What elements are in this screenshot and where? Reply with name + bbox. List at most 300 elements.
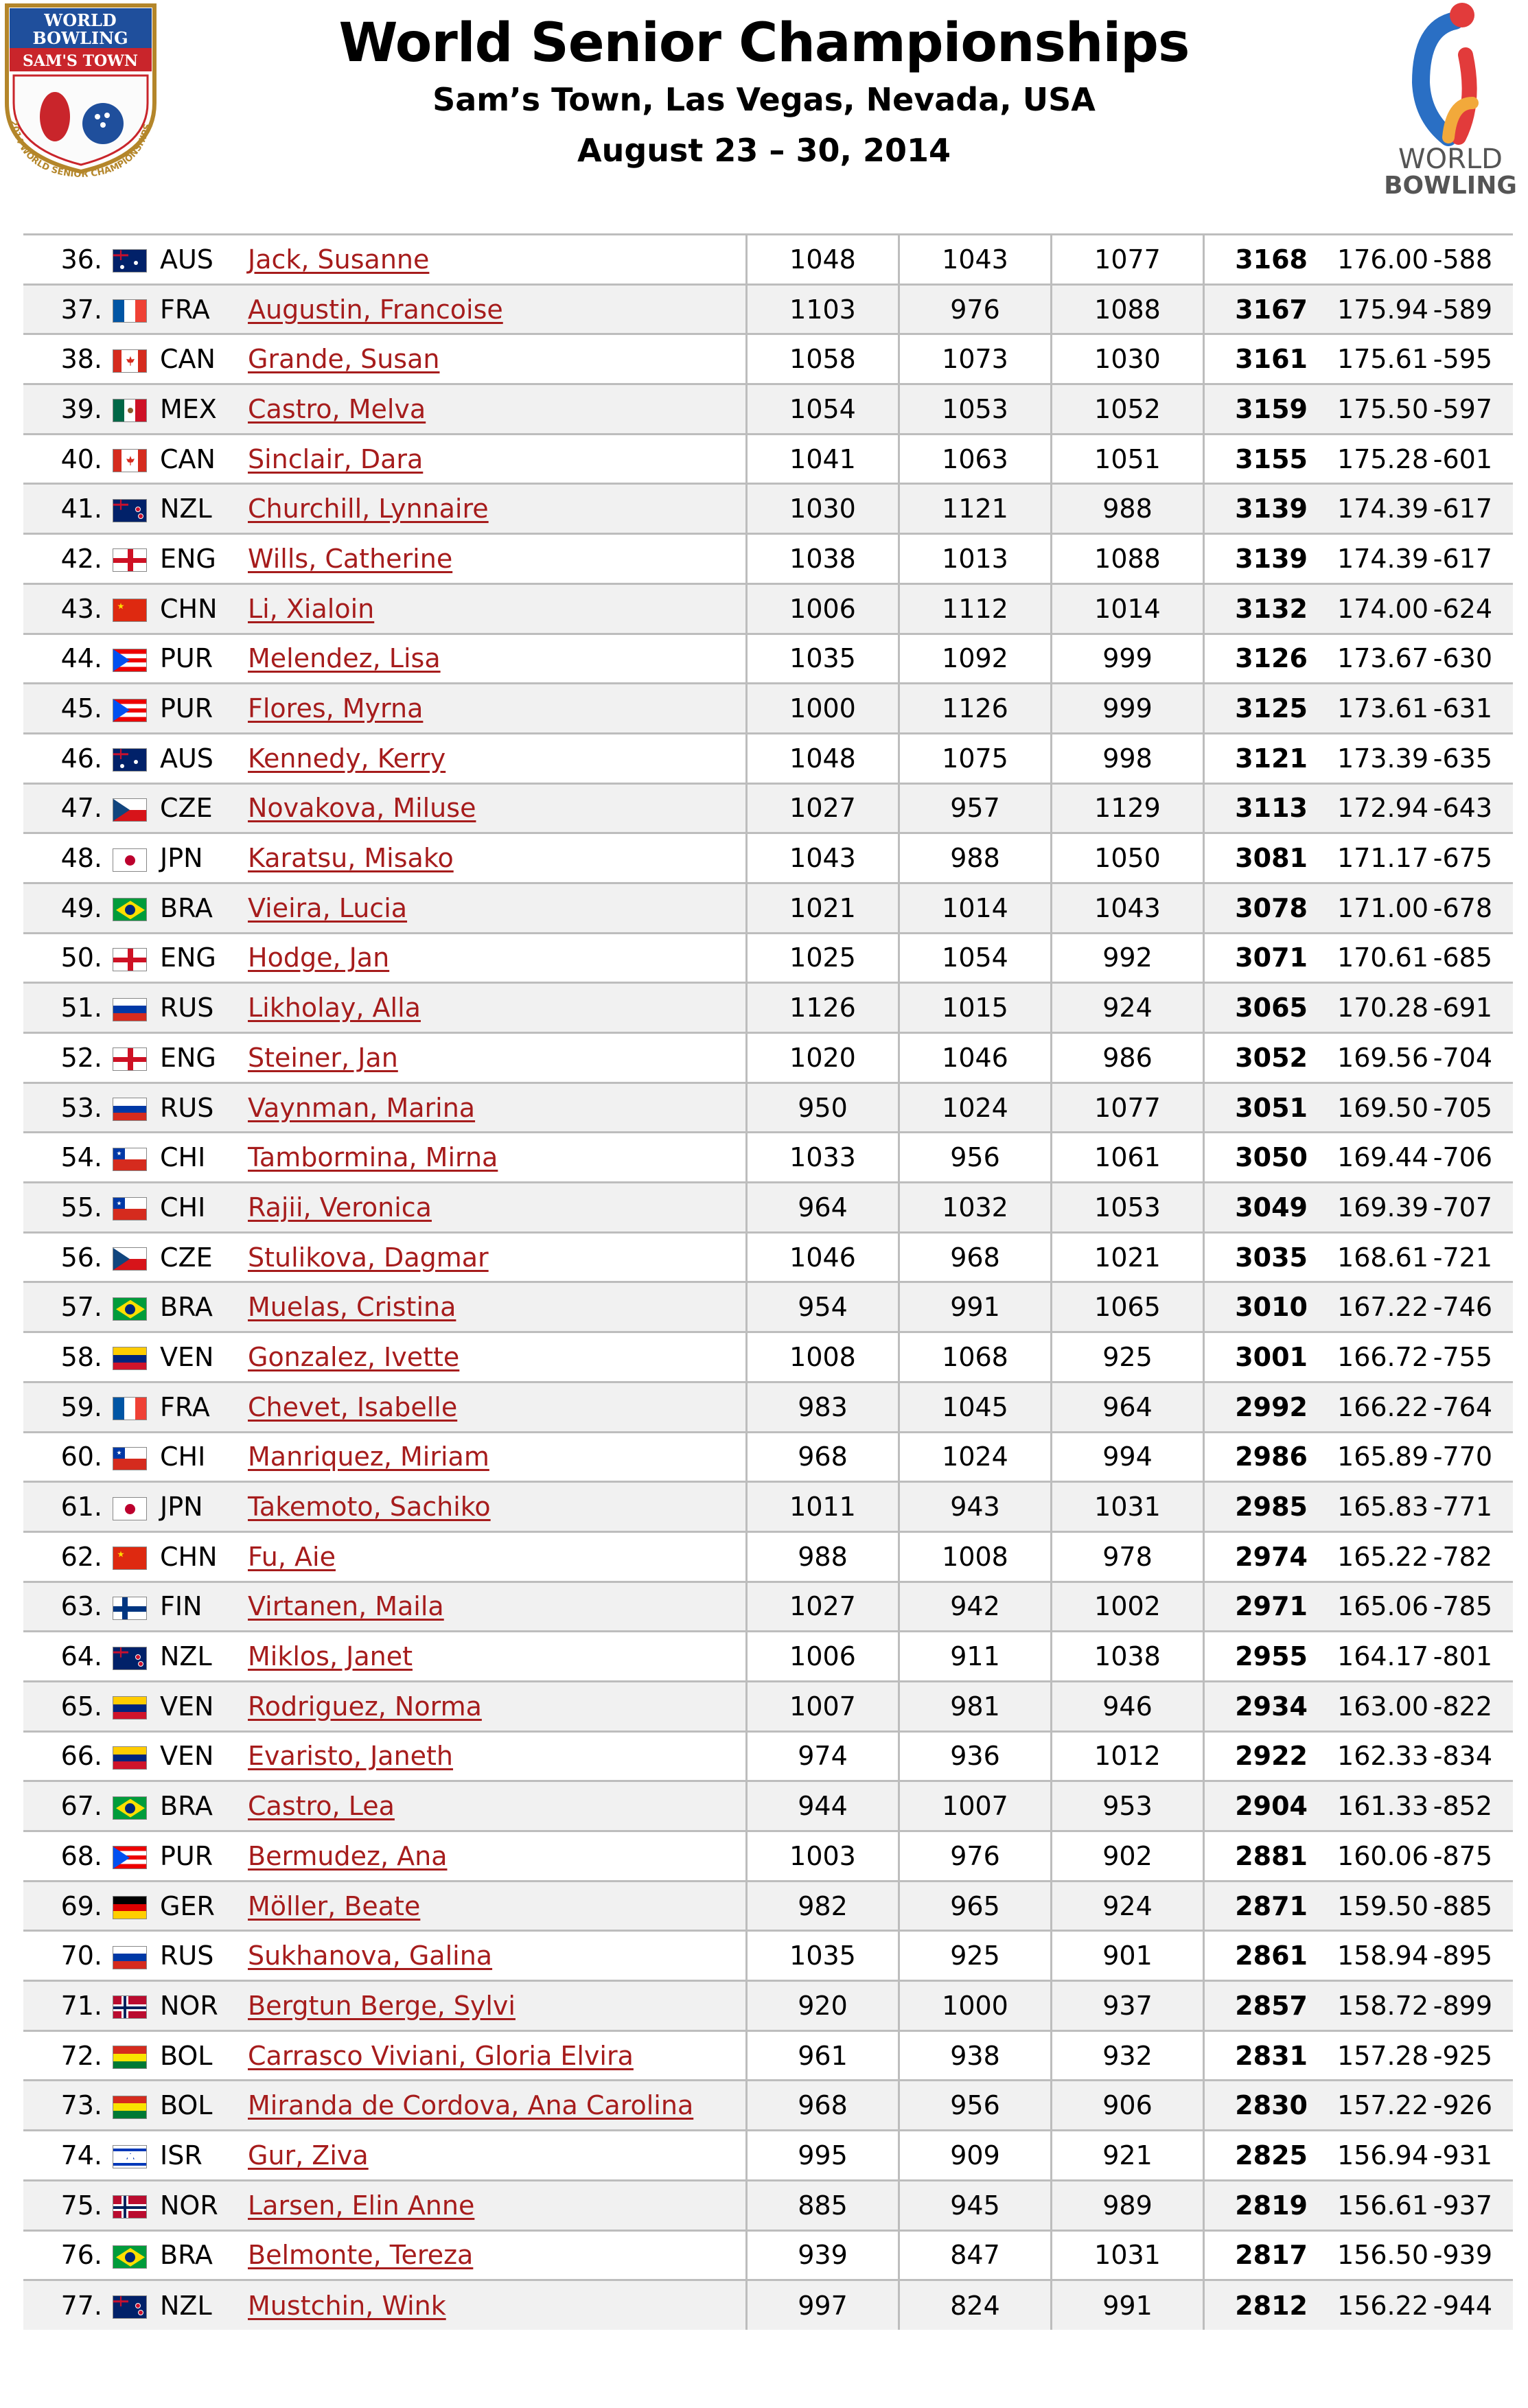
game-block-2: 1043 <box>899 235 1052 285</box>
total-score: 3065 <box>1204 983 1312 1033</box>
player-name-link[interactable]: Miklos, Janet <box>248 1641 413 1672</box>
rus-flag-icon <box>113 1098 147 1121</box>
player-name-link[interactable]: Wills, Catherine <box>248 543 453 574</box>
game-block-2: 976 <box>899 284 1052 334</box>
rank-value: 46. <box>60 743 102 774</box>
player-name-link[interactable]: Sukhanova, Galina <box>248 1941 493 1971</box>
player-name-cell <box>242 334 747 384</box>
total-score: 2881 <box>1204 1831 1312 1882</box>
player-name-link[interactable]: Bergtun Berge, Sylvi <box>248 1990 516 2021</box>
nzl-flag-icon <box>113 499 147 522</box>
average-score: 169.56 <box>1312 1033 1428 1083</box>
country-code: CHI <box>157 1432 242 1482</box>
difference-score: -678 <box>1428 883 1513 933</box>
player-name-cell <box>242 235 747 285</box>
flag-cell <box>102 1831 157 1882</box>
country-code: NOR <box>157 2180 242 2230</box>
game-block-3: 999 <box>1052 634 1204 684</box>
game-block-3: 932 <box>1052 2030 1204 2081</box>
game-block-2: 1024 <box>899 1432 1052 1482</box>
rank-value: 52. <box>60 1042 102 1073</box>
player-name-cell <box>242 1681 747 1731</box>
flag-cell <box>102 583 157 634</box>
average-score: 161.33 <box>1312 1781 1428 1831</box>
game-block-1: 1048 <box>747 235 899 285</box>
player-name-link[interactable]: Castro, Lea <box>248 1791 395 1822</box>
player-name-cell <box>242 684 747 734</box>
difference-score: -771 <box>1428 1482 1513 1532</box>
chi-flag-icon <box>113 1197 147 1220</box>
ger-flag-icon <box>113 1896 147 1919</box>
player-name-link[interactable]: Castro, Melva <box>248 393 426 424</box>
game-block-2: 1015 <box>899 983 1052 1033</box>
game-block-1: 988 <box>747 1531 899 1582</box>
player-name-cell <box>242 1981 747 2031</box>
flag-cell <box>102 434 157 484</box>
player-name-cell <box>242 783 747 833</box>
rank-value: 58. <box>60 1341 102 1372</box>
average-score: 156.50 <box>1312 2230 1428 2280</box>
flag-cell <box>102 1881 157 1931</box>
total-score: 3132 <box>1204 583 1312 634</box>
average-score: 176.00 <box>1312 235 1428 285</box>
difference-score: -755 <box>1428 1332 1513 1382</box>
flag-cell <box>102 1582 157 1632</box>
rank-value: 45. <box>60 693 102 724</box>
player-name-cell <box>242 1382 747 1432</box>
table-row <box>23 733 1513 783</box>
table-row <box>23 2131 1513 2181</box>
aus-flag-icon <box>113 748 147 772</box>
rank-value: 71. <box>60 1990 102 2021</box>
pur-flag-icon <box>113 699 147 722</box>
average-score: 170.61 <box>1312 933 1428 983</box>
player-name-link[interactable]: Melendez, Lisa <box>248 643 441 674</box>
total-score: 3078 <box>1204 883 1312 933</box>
average-score: 168.61 <box>1312 1232 1428 1282</box>
rank-cell <box>23 484 102 534</box>
rank-cell <box>23 983 102 1033</box>
rank-cell <box>23 1183 102 1233</box>
game-block-1: 1027 <box>747 783 899 833</box>
game-block-1: 954 <box>747 1282 899 1332</box>
player-name-link[interactable]: Stulikova, Dagmar <box>248 1242 489 1273</box>
country-code: PUR <box>157 634 242 684</box>
player-name-link[interactable]: Vieira, Lucia <box>248 892 408 923</box>
rank-value: 73. <box>60 2090 102 2121</box>
total-score: 3155 <box>1204 434 1312 484</box>
game-block-2: 956 <box>899 1133 1052 1183</box>
game-block-3: 994 <box>1052 1432 1204 1482</box>
flag-cell <box>102 883 157 933</box>
rank-cell <box>23 1232 102 1282</box>
player-name-cell <box>242 634 747 684</box>
chi-flag-icon <box>113 1447 147 1470</box>
rank-value: 64. <box>60 1641 102 1672</box>
table-row <box>23 983 1513 1033</box>
flag-cell <box>102 1133 157 1183</box>
game-block-2: 1000 <box>899 1981 1052 2031</box>
rank-value: 48. <box>60 843 102 874</box>
fra-flag-icon <box>113 299 147 323</box>
game-block-1: 1033 <box>747 1133 899 1183</box>
average-score: 165.22 <box>1312 1531 1428 1582</box>
table-row <box>23 1133 1513 1183</box>
game-block-2: 991 <box>899 1282 1052 1332</box>
average-score: 156.61 <box>1312 2180 1428 2230</box>
table-row <box>23 1781 1513 1831</box>
player-name-link[interactable]: Flores, Myrna <box>248 693 424 724</box>
player-name-link[interactable]: Carrasco Viviani, Gloria Elvira <box>248 2040 634 2071</box>
player-name-link[interactable]: Steiner, Jan <box>248 1042 398 1073</box>
rank-value: 37. <box>60 294 102 325</box>
player-name-link[interactable]: Takemoto, Sachiko <box>248 1492 491 1523</box>
game-block-2: 1014 <box>899 883 1052 933</box>
logo-left-line-1: WORLD <box>44 10 117 30</box>
table-row <box>23 1033 1513 1083</box>
player-name-cell <box>242 1582 747 1632</box>
player-name-link[interactable]: Grande, Susan <box>248 344 440 375</box>
player-name-cell <box>242 733 747 783</box>
flag-cell <box>102 2030 157 2081</box>
player-name-cell <box>242 1831 747 1882</box>
player-name-link[interactable]: Larsen, Elin Anne <box>248 2190 475 2221</box>
average-score: 158.94 <box>1312 1931 1428 1981</box>
player-name-cell <box>242 1282 747 1332</box>
table-row <box>23 1582 1513 1632</box>
difference-score: -597 <box>1428 384 1513 435</box>
average-score: 173.39 <box>1312 733 1428 783</box>
game-block-1: 995 <box>747 2131 899 2181</box>
flag-cell <box>102 2280 157 2330</box>
player-name-cell <box>242 983 747 1033</box>
country-code: FIN <box>157 1582 242 1632</box>
flag-cell <box>102 1981 157 2031</box>
average-score: 158.72 <box>1312 1981 1428 2031</box>
page-title: World Senior Championships <box>338 12 1190 74</box>
average-score: 174.00 <box>1312 583 1428 634</box>
total-score: 3071 <box>1204 933 1312 983</box>
difference-score: -746 <box>1428 1282 1513 1332</box>
bol-flag-icon <box>113 2046 147 2069</box>
total-score: 2922 <box>1204 1731 1312 1781</box>
game-block-1: 1046 <box>747 1232 899 1282</box>
player-name-link[interactable]: Fu, Aie <box>248 1541 336 1572</box>
country-code: BOL <box>157 2030 242 2081</box>
table-row <box>23 2030 1513 2081</box>
country-code: ENG <box>157 1033 242 1083</box>
player-name-link[interactable]: Kennedy, Kerry <box>248 743 446 774</box>
game-block-2: 1013 <box>899 534 1052 584</box>
player-name-link[interactable]: Likholay, Alla <box>248 993 421 1023</box>
rank-value: 77. <box>60 2290 102 2321</box>
table-row <box>23 534 1513 584</box>
bra-flag-icon <box>113 2245 147 2269</box>
player-name-link[interactable]: Muelas, Cristina <box>248 1292 456 1323</box>
world-bowling-logo <box>1373 0 1528 199</box>
average-score: 174.39 <box>1312 484 1428 534</box>
game-block-3: 978 <box>1052 1531 1204 1582</box>
total-score: 2861 <box>1204 1931 1312 1981</box>
total-score: 2934 <box>1204 1681 1312 1731</box>
rank-cell <box>23 1981 102 2031</box>
game-block-2: 943 <box>899 1482 1052 1532</box>
game-block-2: 1126 <box>899 684 1052 734</box>
rank-cell <box>23 2131 102 2181</box>
rank-value: 55. <box>60 1192 102 1223</box>
nzl-flag-icon <box>113 1647 147 1670</box>
rank-cell <box>23 235 102 285</box>
game-block-2: 824 <box>899 2280 1052 2330</box>
rank-value: 76. <box>60 2240 102 2271</box>
game-block-3: 925 <box>1052 1332 1204 1382</box>
rank-cell <box>23 1482 102 1532</box>
fra-flag-icon <box>113 1397 147 1420</box>
player-name-cell <box>242 384 747 435</box>
player-name-link[interactable]: Belmonte, Tereza <box>248 2240 474 2271</box>
game-block-3: 946 <box>1052 1681 1204 1731</box>
page-header <box>0 0 1528 233</box>
total-score: 3001 <box>1204 1332 1312 1382</box>
event-venue: Sam’s Town, Las Vegas, Nevada, USA <box>432 81 1096 118</box>
game-block-3: 906 <box>1052 2081 1204 2131</box>
game-block-1: 997 <box>747 2280 899 2330</box>
player-name-link[interactable]: Chevet, Isabelle <box>248 1391 458 1422</box>
player-name-cell <box>242 1531 747 1582</box>
table-row <box>23 883 1513 933</box>
player-name-link[interactable]: Augustin, Francoise <box>248 294 503 325</box>
game-block-2: 1054 <box>899 933 1052 983</box>
difference-score: -895 <box>1428 1931 1513 1981</box>
jpn-flag-icon <box>113 1497 147 1520</box>
total-score: 2819 <box>1204 2180 1312 2230</box>
game-block-2: 1068 <box>899 1332 1052 1382</box>
game-block-3: 1021 <box>1052 1232 1204 1282</box>
average-score: 170.28 <box>1312 983 1428 1033</box>
difference-score: -899 <box>1428 1981 1513 2031</box>
game-block-2: 1032 <box>899 1183 1052 1233</box>
logo-right-line-1: WORLD <box>1398 143 1503 175</box>
table-row <box>23 1981 1513 2031</box>
nor-flag-icon <box>113 1995 147 2019</box>
rank-cell <box>23 833 102 883</box>
player-name-link[interactable]: Tambormina, Mirna <box>248 1142 498 1173</box>
player-name-cell <box>242 2081 747 2131</box>
game-block-3: 924 <box>1052 1881 1204 1931</box>
difference-score: -685 <box>1428 933 1513 983</box>
player-name-link[interactable]: Jack, Susanne <box>248 244 430 275</box>
rank-cell <box>23 583 102 634</box>
game-block-3: 1031 <box>1052 1482 1204 1532</box>
rank-cell <box>23 1083 102 1133</box>
difference-score: -704 <box>1428 1033 1513 1083</box>
flag-cell <box>102 1681 157 1731</box>
game-block-3: 1061 <box>1052 1133 1204 1183</box>
player-name-link[interactable]: Li, Xialoin <box>248 593 375 624</box>
game-block-2: 1121 <box>899 484 1052 534</box>
player-name-link[interactable]: Karatsu, Misako <box>248 843 454 874</box>
player-name-link[interactable]: Miranda de Cordova, Ana Carolina <box>248 2090 694 2121</box>
difference-score: -822 <box>1428 1681 1513 1731</box>
country-code: CHN <box>157 1531 242 1582</box>
player-name-link[interactable]: Bermudez, Ana <box>248 1840 448 1871</box>
ven-flag-icon <box>113 1746 147 1770</box>
flag-cell <box>102 484 157 534</box>
total-score: 3050 <box>1204 1133 1312 1183</box>
player-name-link[interactable]: Rodriguez, Norma <box>248 1691 482 1722</box>
table-row <box>23 1632 1513 1682</box>
logo-left-line-2: BOWLING <box>32 28 128 48</box>
country-code: AUS <box>157 733 242 783</box>
flag-cell <box>102 1781 157 1831</box>
game-block-1: 1030 <box>747 484 899 534</box>
average-score: 174.39 <box>1312 534 1428 584</box>
average-score: 157.22 <box>1312 2081 1428 2131</box>
country-code: BOL <box>157 2081 242 2131</box>
event-dates: August 23 – 30, 2014 <box>577 132 951 169</box>
country-code: CAN <box>157 334 242 384</box>
total-score: 3052 <box>1204 1033 1312 1083</box>
game-block-1: 1103 <box>747 284 899 334</box>
average-score: 166.72 <box>1312 1332 1428 1382</box>
player-name-link[interactable]: Virtanen, Maila <box>248 1591 444 1622</box>
player-name-cell <box>242 1632 747 1682</box>
total-score: 2817 <box>1204 2230 1312 2280</box>
country-code: CHI <box>157 1183 242 1233</box>
average-score: 173.61 <box>1312 684 1428 734</box>
rank-value: 72. <box>60 2040 102 2071</box>
total-score: 3139 <box>1204 534 1312 584</box>
difference-score: -764 <box>1428 1382 1513 1432</box>
difference-score: -601 <box>1428 434 1513 484</box>
average-score: 156.22 <box>1312 2280 1428 2330</box>
total-score: 2955 <box>1204 1632 1312 1682</box>
game-block-2: 1053 <box>899 384 1052 435</box>
player-name-cell <box>242 2180 747 2230</box>
rank-value: 44. <box>60 643 102 674</box>
player-name-cell <box>242 1731 747 1781</box>
total-score: 3049 <box>1204 1183 1312 1233</box>
game-block-1: 950 <box>747 1083 899 1133</box>
flag-cell <box>102 1183 157 1233</box>
country-code: JPN <box>157 1482 242 1532</box>
bra-flag-icon <box>113 1297 147 1321</box>
player-name-link[interactable]: Vaynman, Marina <box>248 1092 476 1123</box>
game-block-1: 1025 <box>747 933 899 983</box>
country-code: FRA <box>157 1382 242 1432</box>
flag-cell <box>102 284 157 334</box>
difference-score: -801 <box>1428 1632 1513 1682</box>
difference-score: -885 <box>1428 1881 1513 1931</box>
flag-cell <box>102 2081 157 2131</box>
table-row <box>23 284 1513 334</box>
table-row <box>23 1881 1513 1931</box>
rank-cell <box>23 1432 102 1482</box>
rank-cell <box>23 1531 102 1582</box>
player-name-link[interactable]: Manriquez, Miriam <box>248 1442 489 1472</box>
country-code: ISR <box>157 2131 242 2181</box>
game-block-2: 956 <box>899 2081 1052 2131</box>
rank-value: 53. <box>60 1092 102 1123</box>
table-row <box>23 933 1513 983</box>
flag-cell <box>102 1083 157 1133</box>
country-code: CZE <box>157 783 242 833</box>
flag-cell <box>102 1432 157 1482</box>
flag-cell <box>102 1232 157 1282</box>
difference-score: -691 <box>1428 983 1513 1033</box>
game-block-1: 1003 <box>747 1831 899 1882</box>
average-score: 164.17 <box>1312 1632 1428 1682</box>
average-score: 157.28 <box>1312 2030 1428 2081</box>
bra-flag-icon <box>113 898 147 921</box>
game-block-3: 953 <box>1052 1781 1204 1831</box>
country-code: CZE <box>157 1232 242 1282</box>
total-score: 2904 <box>1204 1781 1312 1831</box>
game-block-2: 976 <box>899 1831 1052 1882</box>
country-code: BRA <box>157 2230 242 2280</box>
player-name-link[interactable]: Rajii, Veronica <box>248 1192 432 1223</box>
game-block-3: 999 <box>1052 684 1204 734</box>
player-name-link[interactable]: Novakova, Miluse <box>248 793 476 824</box>
rank-value: 43. <box>60 593 102 624</box>
player-name-cell <box>242 534 747 584</box>
rank-value: 60. <box>60 1442 102 1472</box>
game-block-1: 1006 <box>747 583 899 634</box>
country-code: VEN <box>157 1681 242 1731</box>
nor-flag-icon <box>113 2195 147 2219</box>
game-block-3: 1051 <box>1052 434 1204 484</box>
total-score: 3167 <box>1204 284 1312 334</box>
chn-flag-icon <box>113 599 147 622</box>
table-row <box>23 1083 1513 1133</box>
player-name-link[interactable]: Mustchin, Wink <box>248 2290 446 2321</box>
difference-score: -705 <box>1428 1083 1513 1133</box>
mex-flag-icon <box>113 399 147 422</box>
country-code: FRA <box>157 284 242 334</box>
rank-cell <box>23 2280 102 2330</box>
logo-left-line-3: SAM'S TOWN <box>23 52 138 70</box>
player-name-link[interactable]: Gur, Ziva <box>248 2140 369 2170</box>
total-score: 2985 <box>1204 1482 1312 1532</box>
player-name-link[interactable]: Evaristo, Janeth <box>248 1741 454 1772</box>
player-name-link[interactable]: Sinclair, Dara <box>248 443 424 474</box>
average-score: 169.39 <box>1312 1183 1428 1233</box>
rank-cell <box>23 634 102 684</box>
flag-cell <box>102 634 157 684</box>
game-block-1: 1054 <box>747 384 899 435</box>
rank-cell <box>23 1731 102 1781</box>
country-code: BRA <box>157 883 242 933</box>
game-block-2: 942 <box>899 1582 1052 1632</box>
game-block-2: 988 <box>899 833 1052 883</box>
game-block-1: 968 <box>747 1432 899 1482</box>
total-score: 3051 <box>1204 1083 1312 1133</box>
country-code: PUR <box>157 684 242 734</box>
average-score: 166.22 <box>1312 1382 1428 1432</box>
table-row <box>23 684 1513 734</box>
difference-score: -617 <box>1428 484 1513 534</box>
player-name-link[interactable]: Hodge, Jan <box>248 942 390 973</box>
player-name-link[interactable]: Gonzalez, Ivette <box>248 1341 460 1372</box>
flag-cell <box>102 1632 157 1682</box>
difference-score: -925 <box>1428 2030 1513 2081</box>
rank-cell <box>23 1881 102 1931</box>
average-score: 160.06 <box>1312 1831 1428 1882</box>
total-score: 3168 <box>1204 235 1312 285</box>
player-name-link[interactable]: Churchill, Lynnaire <box>248 494 489 524</box>
average-score: 156.94 <box>1312 2131 1428 2181</box>
player-name-link[interactable]: Möller, Beate <box>248 1890 421 1921</box>
